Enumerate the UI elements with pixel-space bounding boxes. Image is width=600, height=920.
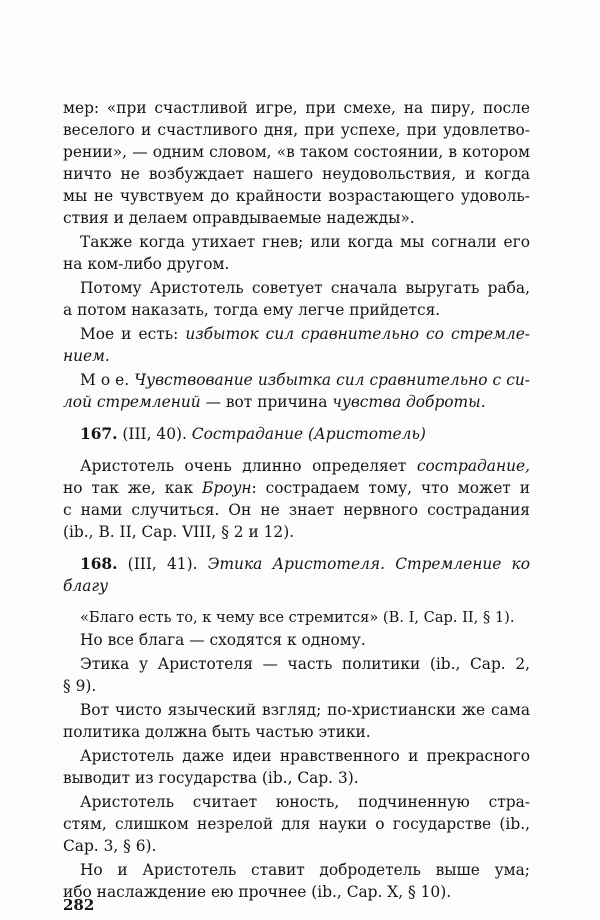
text-span: стям, слишком незрелой для науки о государстве (ib., [63,815,530,833]
text-span: политика должна быть частью этики. [63,723,371,741]
text-span: а потом наказать, тогда ему легче прийдется. [63,301,441,319]
italic-span: нием. [63,347,110,365]
text-line [63,346,530,366]
text-line [80,700,530,720]
section-heading [80,554,530,574]
text-span: Вот чисто языческий взгляд; по-христиански же сама [80,701,530,719]
section-title: Сострадание (Аристотель) [191,425,426,443]
text-line [63,300,530,320]
text-line [63,478,530,498]
text-span: мер: «при счастливой игре, при смехе, на пиру, после [63,99,530,117]
text-line [63,768,530,788]
text-line [80,860,530,880]
text-line [63,722,530,742]
text-span: Cap. 3, § 6). [63,837,157,855]
text-span: — вот причина [200,393,333,411]
italic-span: Броун [202,479,252,497]
text-span: Аристотель считает юность, подчиненную стра- [80,793,530,811]
text-span: Аристотель даже идеи нравственного и прекрасного [80,747,530,765]
text-span: (III, 41). [117,555,208,573]
text-line [63,254,530,274]
text-line [63,186,530,206]
text-line [63,814,530,834]
text-span: Потому Аристотель советует сначала выругать раба, [80,279,530,297]
text-span: Аристотель очень длинно определяет [80,457,417,475]
text-span: (III, 40). [117,425,192,443]
text-line [63,522,530,542]
section-heading [80,424,530,444]
text-span: выводит из государства (ib., Cap. 3). [63,769,359,787]
text-line [80,370,530,390]
text-span: Но и Аристотель ставит добродетель выше ума; [80,861,530,879]
text-span: ничто не возбуждает нашего неудовольствия, и когда [63,165,530,183]
text-line [63,392,530,412]
text-span: «Благо есть то, к чему все стремится» (В. I, Cap. II, § 1). [80,609,515,626]
text-line [80,746,530,766]
text-line [63,882,530,902]
italic-span: избыток сил сравнительно со стремле- [185,325,531,343]
text-span: рении», — одним словом, «в таком состоянии, в котором [63,143,530,161]
text-line [63,98,530,118]
text-line [63,208,530,228]
text-span: : сострадаем тому, что может и [251,479,530,497]
text-span: с нами случиться. Он не знает нервного сострадания [63,501,530,519]
text-line [63,676,530,696]
text-span: мы не чувствуем до крайности возрастающего удоволь- [63,187,530,205]
text-line [80,278,530,298]
text-span: Мое и есть: [80,325,186,343]
italic-span: сострадание, [416,457,530,475]
text-span: § 9). [63,677,97,695]
text-span: на ком-либо другом. [63,255,230,273]
italic-span: чувства доброты. [332,393,486,411]
section-number: 168. [80,555,118,573]
text-line [80,608,530,628]
text-line [80,630,530,650]
text-line [63,120,530,140]
section-title: Этика Аристотеля. Стремление ко [207,555,530,573]
text-span: ствия и делаем оправдываемые надежды». [63,209,415,227]
section-heading-continued [63,576,530,596]
text-line [63,500,530,520]
text-line [63,142,530,162]
text-line [63,836,530,856]
text-span: Этика у Аристотеля — часть политики (ib., Cap. 2, [80,655,530,673]
text-span: Но все блага — сходятся к одному. [80,631,366,649]
page-number: 282 [63,896,95,914]
text-span: Также когда утихает гнев; или когда мы согнали его [80,233,530,251]
text-line [80,456,530,476]
text-line [80,232,530,252]
text-span: веселого и счастливого дня, при успехе, при удовлетво- [63,121,530,139]
text-line [80,324,530,344]
text-span: но так же, как [63,479,203,497]
text-span: (ib., В. II, Cap. VIII, § 2 и 12). [63,523,295,541]
section-title: благу [63,577,109,595]
text-line [63,164,530,184]
text-line [80,792,530,812]
section-number: 167. [80,425,118,443]
italic-span: лой стремлений [63,393,201,411]
text-span: ибо наслаждение ею прочнее (ib., Cap. X, § 10). [63,883,452,901]
text-span: М о е. [80,371,135,389]
text-line [80,654,530,674]
italic-span: Чувствование избытка сил сравнительно с си- [134,371,530,389]
